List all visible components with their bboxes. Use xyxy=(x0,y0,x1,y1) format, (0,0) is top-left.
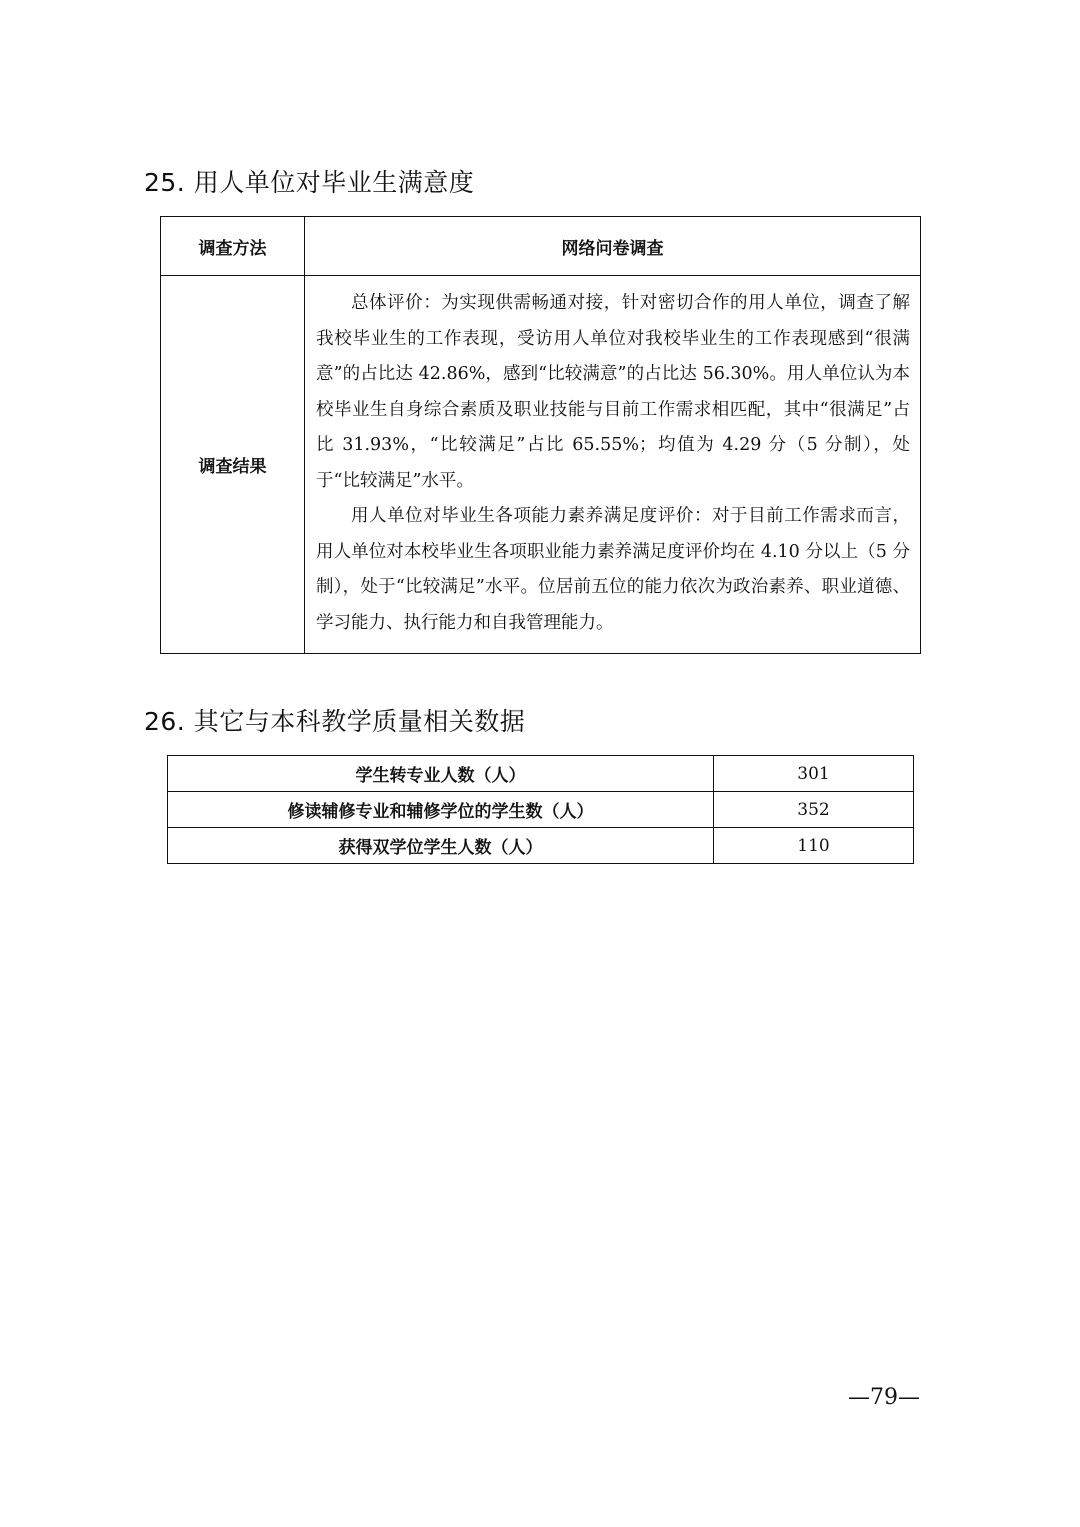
teaching-quality-data-table xyxy=(167,755,914,864)
row-value-double-degree: 110 xyxy=(714,828,914,864)
row-value-minor-students: 352 xyxy=(714,792,914,828)
survey-result-content xyxy=(305,276,921,654)
table-row xyxy=(168,792,914,828)
row-label-double-degree: 获得双学位学生人数（人） xyxy=(168,828,714,864)
table-row xyxy=(168,756,914,792)
section-25-heading: 25. 用人单位对毕业生满意度 xyxy=(144,168,475,197)
page-number: —79— xyxy=(848,1385,920,1410)
section-26-heading: 26. 其它与本科教学质量相关数据 xyxy=(144,707,526,736)
survey-method-label: 调查方法 xyxy=(161,217,305,276)
table-row xyxy=(168,828,914,864)
row-label-major-transfer: 学生转专业人数（人） xyxy=(168,756,714,792)
row-value-major-transfer: 301 xyxy=(714,756,914,792)
ability-evaluation-paragraph: 用人单位对毕业生各项能力素养满足度评价：对于目前工作需求而言，用人单位对本校毕业生各项职业能力素养满足度评价均在 4.10 分以上（5 分制），处于“比较满足”水平。位居前五位的能力依次为政治素养、职业道德、学习能力、执行能力和自我管理能力。 xyxy=(316,506,910,633)
survey-method-value: 网络问卷调查 xyxy=(305,217,921,276)
row-label-minor-students: 修读辅修专业和辅修学位的学生数（人） xyxy=(168,792,714,828)
survey-result-label: 调查结果 xyxy=(161,276,305,654)
overall-evaluation-paragraph: 总体评价：为实现供需畅通对接，针对密切合作的用人单位，调查了解我校毕业生的工作表现，受访用人单位对我校毕业生的工作表现感到“很满意”的占比达 42.86%，感到“比较满意”的占比达 56.30%。用人单位认为本校毕业生自身综合素质及职业技能与目前工作需求相匹配，其中“很满足”占比 31.93%，“比较满足”占比 65.55%；均值为 4.29 分（5 分制），处于“比较满足”水平。 xyxy=(316,293,910,491)
survey-method-row xyxy=(161,217,921,276)
survey-result-row xyxy=(161,276,921,654)
employer-satisfaction-table xyxy=(160,216,921,654)
